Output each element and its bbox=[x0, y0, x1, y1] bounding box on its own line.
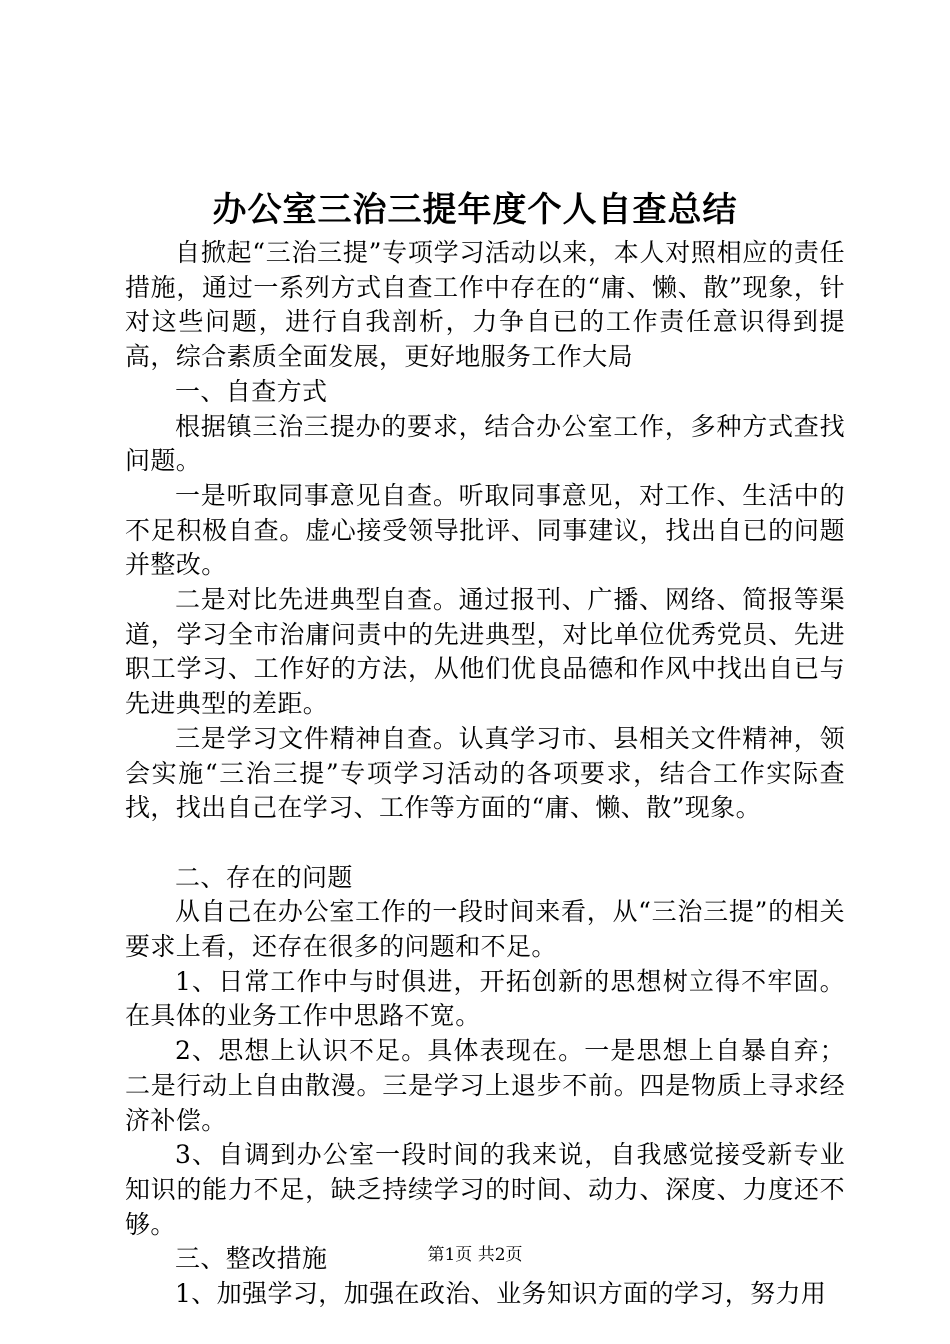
document-title: 办公室三治三提年度个人自查总结 bbox=[212, 190, 738, 230]
paragraph: 一是听取同事意见自查。听取同事意见，对工作、生活中的不足积极自查。虚心接受领导批评、同事建议，找出自已的问题并整改。 bbox=[125, 480, 845, 580]
paragraph: 1、日常工作中与时俱进，开拓创新的思想树立得不牢固。在具体的业务工作中思路不宽。 bbox=[125, 966, 845, 1031]
blank-line bbox=[125, 826, 845, 861]
paragraph: 2、思想上认识不足。具体表现在。一是思想上自暴自弃；二是行动上自由散漫。三是学习上退步不前。四是物质上寻求经济补偿。 bbox=[125, 1036, 845, 1135]
section-heading-3: 三、整改措施 bbox=[175, 1244, 328, 1274]
page-footer: 第1页 共2页 bbox=[427, 1245, 523, 1265]
section-heading-2: 二、存在的问题 bbox=[175, 862, 353, 892]
document-body bbox=[125, 236, 845, 1312]
paragraph: 从自己在办公室工作的一段时间来看，从“三治三提”的相关要求上看，还存在很多的问题和不足。 bbox=[125, 897, 845, 962]
paragraph: 1、加强学习，加强在政治、业务知识方面的学习，努力用 bbox=[175, 1279, 827, 1309]
paragraph: 三是学习文件精神自查。认真学习市、县相关文件精神，领会实施“三治三提”专项学习活动的各项要求，结合工作实际查找，找出自己在学习、工作等方面的“庸、懒、散”现象。 bbox=[125, 723, 845, 823]
section-heading-1: 一、自查方式 bbox=[175, 376, 328, 406]
paragraph: 根据镇三治三提办的要求，结合办公室工作，多种方式查找问题。 bbox=[125, 411, 845, 476]
paragraph: 二是对比先进典型自查。通过报刊、广播、网络、简报等渠道，学习全市治庸问责中的先进典型，对比单位优秀党员、先进职工学习、工作好的方法，从他们优良品德和作风中找出自已与先进典型的差距。 bbox=[125, 585, 845, 719]
paragraph: 3、自调到办公室一段时间的我来说，自我感觉接受新专业知识的能力不足，缺乏持续学习的时间、动力、深度、力度还不够。 bbox=[125, 1140, 845, 1239]
paragraph-intro: 自掀起“三治三提”专项学习活动以来，本人对照相应的责任措施，通过一系列方式自查工作中存在的“庸、懒、散”现象，针对这些问题，进行自我剖析，力争自已的工作责任意识得到提高，综合素质全面发展，更好地服务工作大局 bbox=[125, 238, 845, 372]
